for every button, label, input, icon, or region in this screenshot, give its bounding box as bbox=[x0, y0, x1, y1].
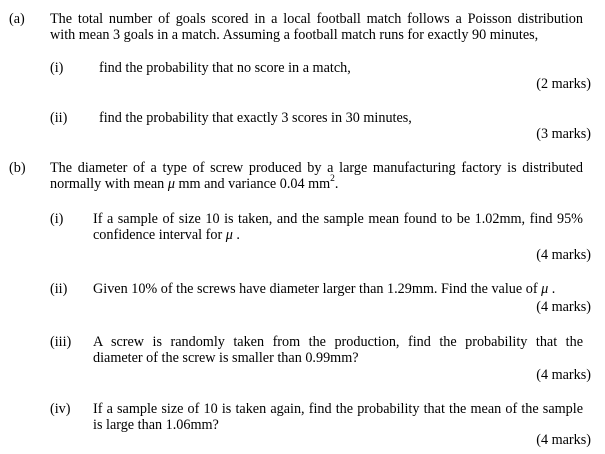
part-b-iv-label: (iv) bbox=[50, 401, 71, 417]
part-a-i-label: (i) bbox=[50, 60, 64, 76]
part-b-iii-line1: A screw is randomly taken from the production, find the probability that the bbox=[93, 334, 583, 350]
part-b-ii-label: (ii) bbox=[50, 281, 68, 297]
part-b-ii-marks: (4 marks) bbox=[536, 299, 591, 315]
part-b-iii-line2: diameter of the screw is smaller than 0.99mm? bbox=[93, 350, 359, 366]
part-a-ii-label: (ii) bbox=[50, 110, 68, 126]
part-a-label: (a) bbox=[9, 11, 25, 27]
part-b-label: (b) bbox=[9, 160, 26, 176]
squared-superscript: 2 bbox=[330, 174, 335, 185]
mu-symbol: μ bbox=[225, 227, 233, 243]
part-b-i-line1: If a sample of size 10 is taken, and the sample mean found to be 1.02mm, find 95% bbox=[93, 211, 583, 227]
part-a-ii-marks: (3 marks) bbox=[536, 126, 591, 142]
part-b-iv-line1: If a sample size of 10 is taken again, find the probability that the mean of the sample bbox=[93, 401, 583, 417]
part-b-i-label: (i) bbox=[50, 211, 64, 227]
part-a-stem-line2: with mean 3 goals in a match. Assuming a football match runs for exactly 90 minutes, bbox=[50, 27, 539, 43]
part-b-stem-line2: normally with mean μ mm and variance 0.04 $mm^2$. bbox=[50, 174, 339, 192]
part-a-stem-line1: The total number of goals scored in a local football match follows a Poisson distribution bbox=[50, 11, 583, 27]
part-b-iv-marks: (4 marks) bbox=[536, 432, 591, 448]
part-b-i-line2: confidence interval for μ . bbox=[93, 227, 240, 243]
part-b-iii-label: (iii) bbox=[50, 334, 72, 350]
part-a-i-marks: (2 marks) bbox=[536, 76, 591, 92]
mu-symbol: μ bbox=[541, 281, 549, 297]
mu-symbol: μ bbox=[167, 176, 175, 192]
part-b-i-marks: (4 marks) bbox=[536, 247, 591, 263]
part-b-iii-marks: (4 marks) bbox=[536, 367, 591, 383]
part-b-ii-line1: Given 10% of the screws have diameter larger than 1.29mm. Find the value of μ . bbox=[93, 281, 556, 297]
part-b-stem-line1: The diameter of a type of screw produced by a large manufacturing factory is distributed bbox=[50, 160, 583, 176]
part-b-iv-line2: is large than 1.06mm? bbox=[93, 417, 219, 433]
part-a-i-text: find the probability that no score in a match, bbox=[99, 60, 351, 76]
part-a-ii-text: find the probability that exactly 3 scores in 30 minutes, bbox=[99, 110, 412, 126]
